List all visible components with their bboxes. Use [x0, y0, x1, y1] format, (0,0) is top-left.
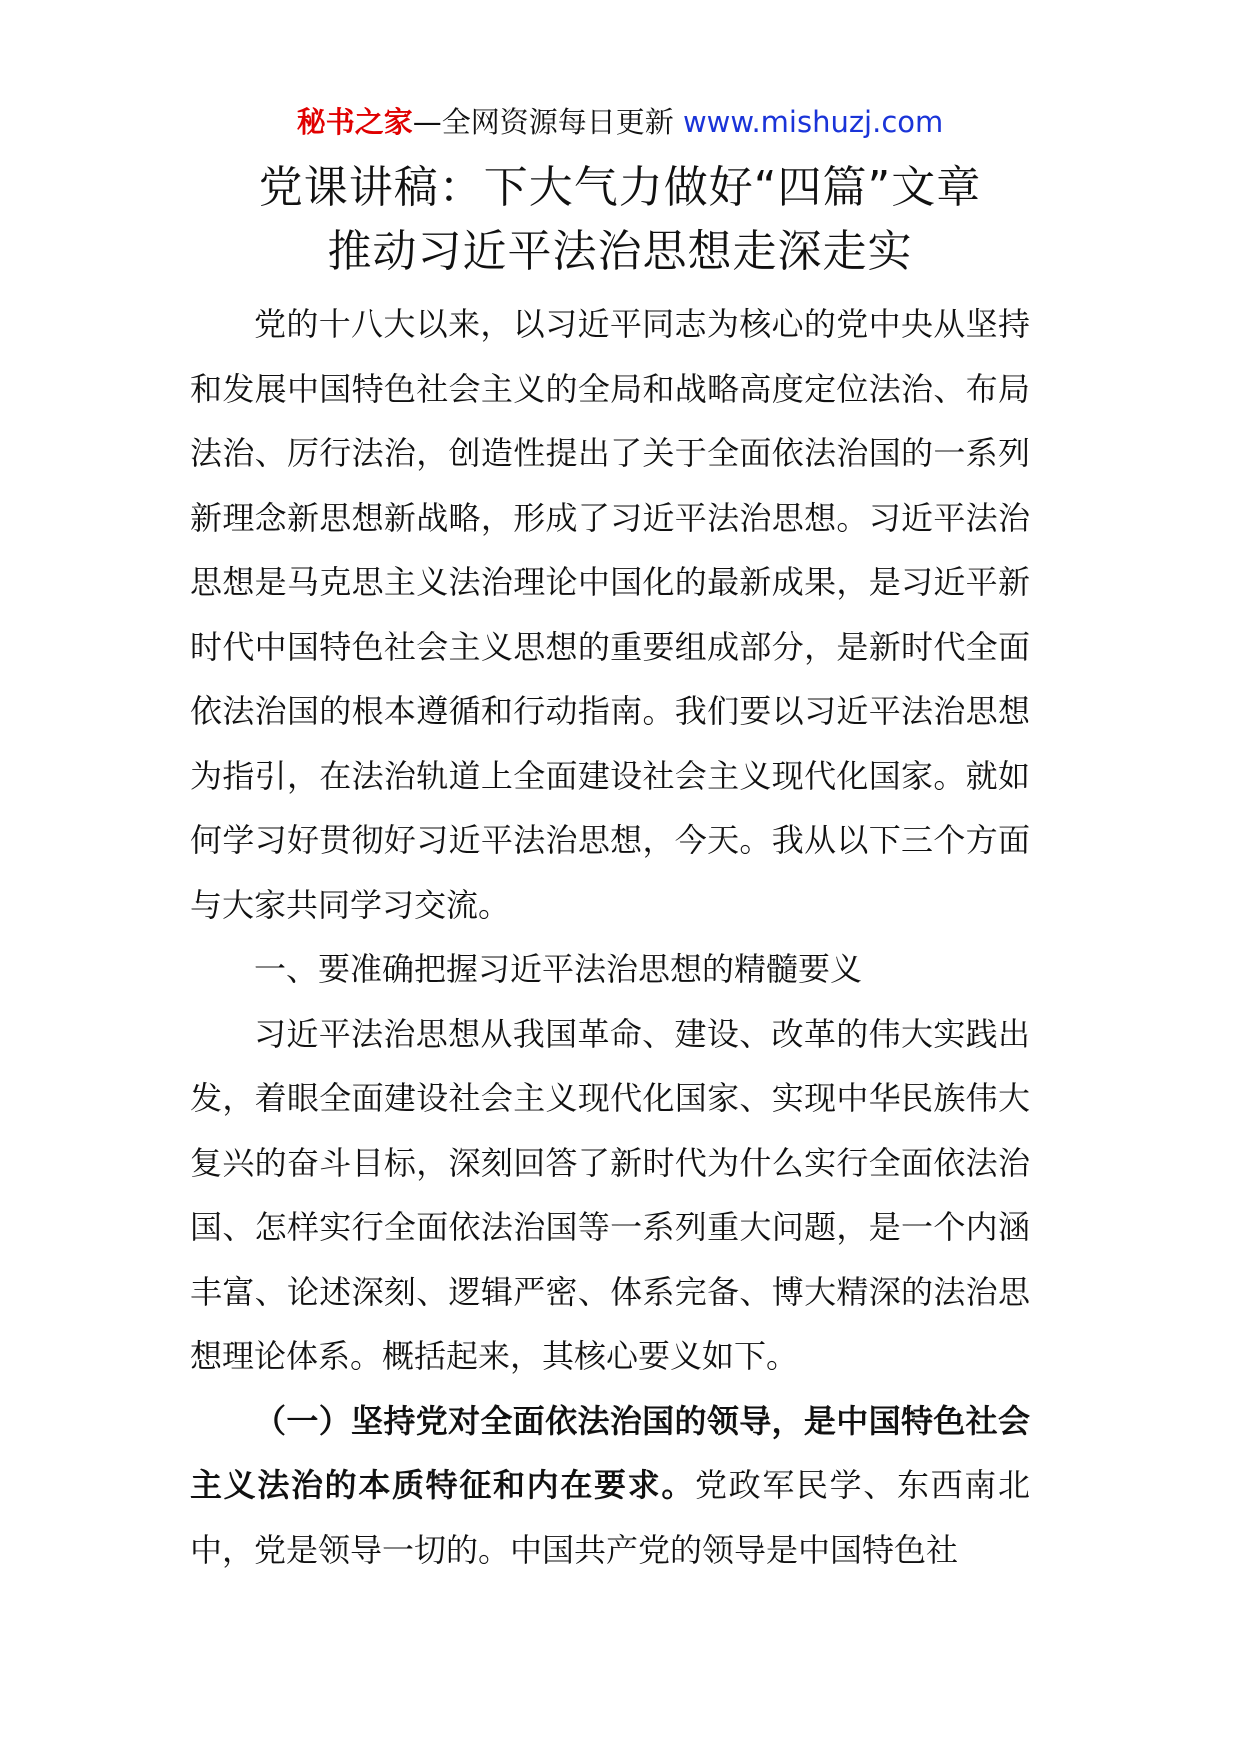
- document-body: [190, 292, 1030, 1582]
- site-header: [0, 100, 1240, 144]
- document-title-line-1: 党课讲稿：下大气力做好“四篇”文章: [258, 162, 982, 213]
- brand-name: 秘书之家: [296, 105, 413, 139]
- point-text: 党政军民学、东西南北中，党是领导一切的。中国共产党的领导是中国特色社: [190, 1466, 1030, 1569]
- point-heading: （一）坚持党对全面依法治国的领导，是中国特色社会主义法治的本质特征和内在要求。: [190, 1401, 1030, 1504]
- site-url-link[interactable]: www.mishuzj.com: [682, 105, 944, 139]
- section-heading: 一、要准确把握习近平法治思想的精髓要义: [254, 950, 863, 988]
- header-slogan: —全网资源每日更新: [412, 105, 674, 139]
- intro-paragraph: 党的十八大以来，以习近平同志为核心的党中央从坚持和发展中国特色社会主义的全局和战略高度定位法治、布局法治、厉行法治，创造性提出了关于全面依法治国的一系列新理念新思想新战略，形成了习近平法治思想。习近平法治思想是马克思主义法治理论中国化的最新成果，是习近平新时代中国特色社会主义思想的重要组成部分，是新时代全面依法治国的根本遵循和行动指南。我们要以习近平法治思想为指引，在法治轨道上全面建设社会主义现代化国家。就如何学习好贯彻好习近平法治思想，今天。我从以下三个方面与大家共同学习交流。: [190, 305, 1030, 924]
- section-paragraph: 习近平法治思想从我国革命、建设、改革的伟大实践出发，着眼全面建设社会主义现代化国家、实现中华民族伟大复兴的奋斗目标，深刻回答了新时代为什么实行全面依法治国、怎样实行全面依法治国等一系列重大问题，是一个内涵丰富、论述深刻、逻辑严密、体系完备、博大精深的法治思想理论体系。概括起来，其核心要义如下。: [190, 1014, 1030, 1375]
- point-paragraph: [190, 1389, 1030, 1583]
- document-title-line-2: 推动习近平法治思想走深走实: [327, 226, 913, 277]
